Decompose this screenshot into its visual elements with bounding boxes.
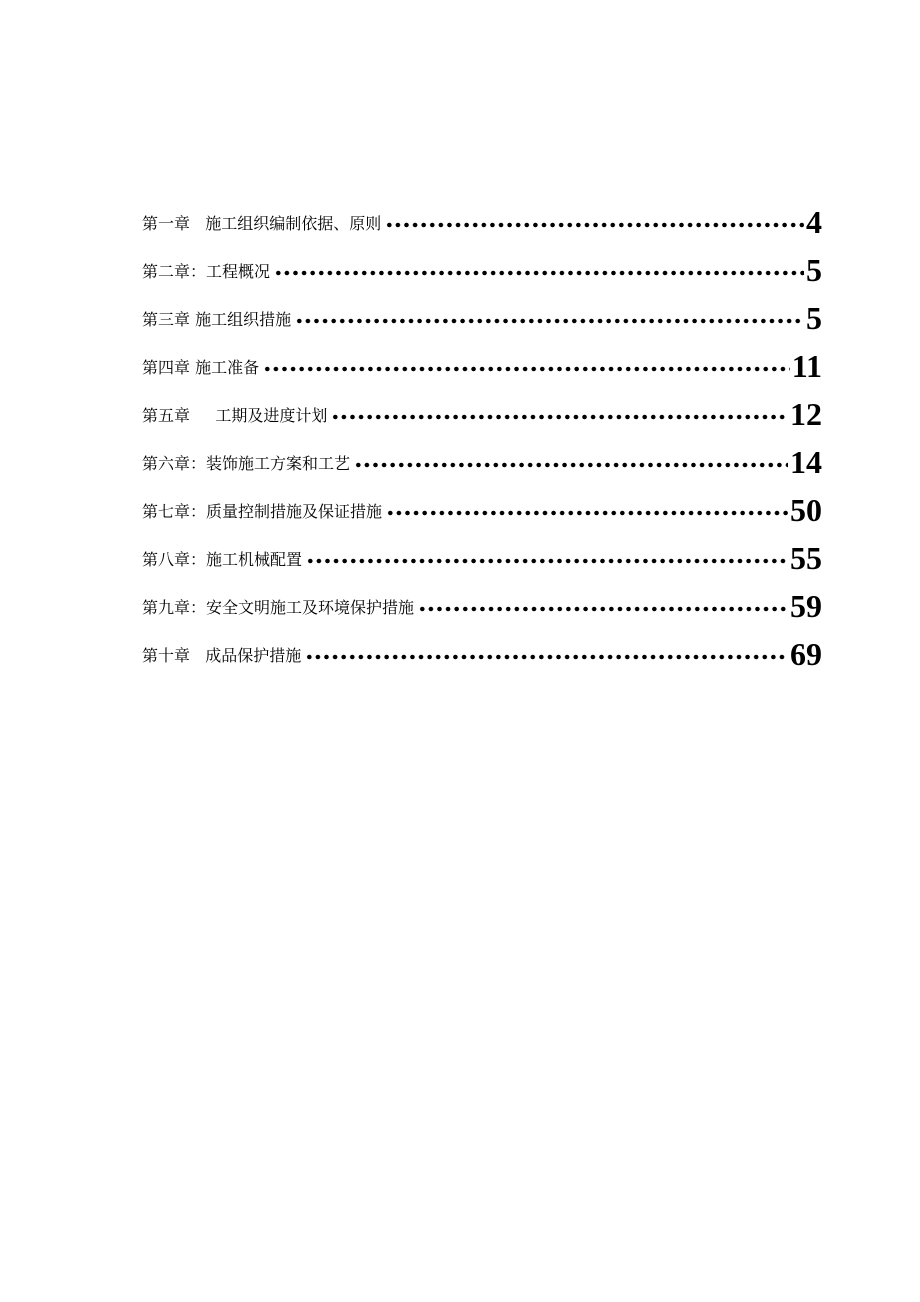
dot-leader: [306, 554, 788, 568]
dot-leader: [385, 218, 804, 232]
toc-entry-title: 第八章：施工机械配置: [142, 550, 303, 569]
dot-leader: [263, 362, 790, 376]
dot-leader: [295, 314, 804, 328]
dot-leader: [331, 410, 788, 424]
dot-leader: [305, 650, 788, 664]
toc-entry-page-number: 5: [806, 252, 822, 288]
toc-entry-title: 第二章：工程概况: [142, 262, 271, 281]
toc-entry-page-number: 12: [790, 396, 822, 432]
toc-entry-page-number: 14: [790, 444, 822, 480]
toc-entry-chapter-3[interactable]: [142, 286, 822, 334]
toc-entry-page-number: 59: [790, 588, 822, 624]
dot-leader: [354, 458, 788, 472]
toc-entry-chapter-6[interactable]: [142, 430, 822, 478]
toc-entry-title: 第五章 工期及进度计划: [142, 406, 328, 425]
table-of-contents: [142, 190, 822, 670]
dot-leader: [386, 506, 788, 520]
toc-entry-title: 第七章：质量控制措施及保证措施: [142, 502, 383, 521]
toc-entry-chapter-5[interactable]: [142, 382, 822, 430]
dot-leader: [274, 266, 804, 280]
toc-entry-page-number: 4: [806, 204, 822, 240]
toc-entry-chapter-4[interactable]: [142, 334, 822, 382]
toc-entry-page-number: 11: [791, 348, 822, 384]
toc-entry-page-number: 55: [790, 540, 822, 576]
toc-entry-title: 第四章 施工准备: [142, 358, 260, 377]
toc-entry-chapter-10[interactable]: [142, 622, 822, 670]
toc-entry-title: 第六章：装饰施工方案和工艺: [142, 454, 351, 473]
toc-entry-chapter-9[interactable]: [142, 574, 822, 622]
toc-entry-title: 第十章 成品保护措施: [142, 646, 302, 665]
toc-entry-page-number: 69: [790, 636, 822, 672]
toc-entry-title: 第九章：安全文明施工及环境保护措施: [142, 598, 415, 617]
dot-leader: [418, 602, 788, 616]
toc-entry-page-number: 5: [806, 300, 822, 336]
toc-entry-chapter-1[interactable]: [142, 190, 822, 238]
toc-entry-chapter-7[interactable]: [142, 478, 822, 526]
toc-entry-chapter-2[interactable]: [142, 238, 822, 286]
toc-entry-chapter-8[interactable]: [142, 526, 822, 574]
toc-entry-page-number: 50: [790, 492, 822, 528]
toc-entry-title: 第一章 施工组织编制依据、原则: [142, 214, 382, 233]
toc-entry-title: 第三章 施工组织措施: [142, 310, 292, 329]
